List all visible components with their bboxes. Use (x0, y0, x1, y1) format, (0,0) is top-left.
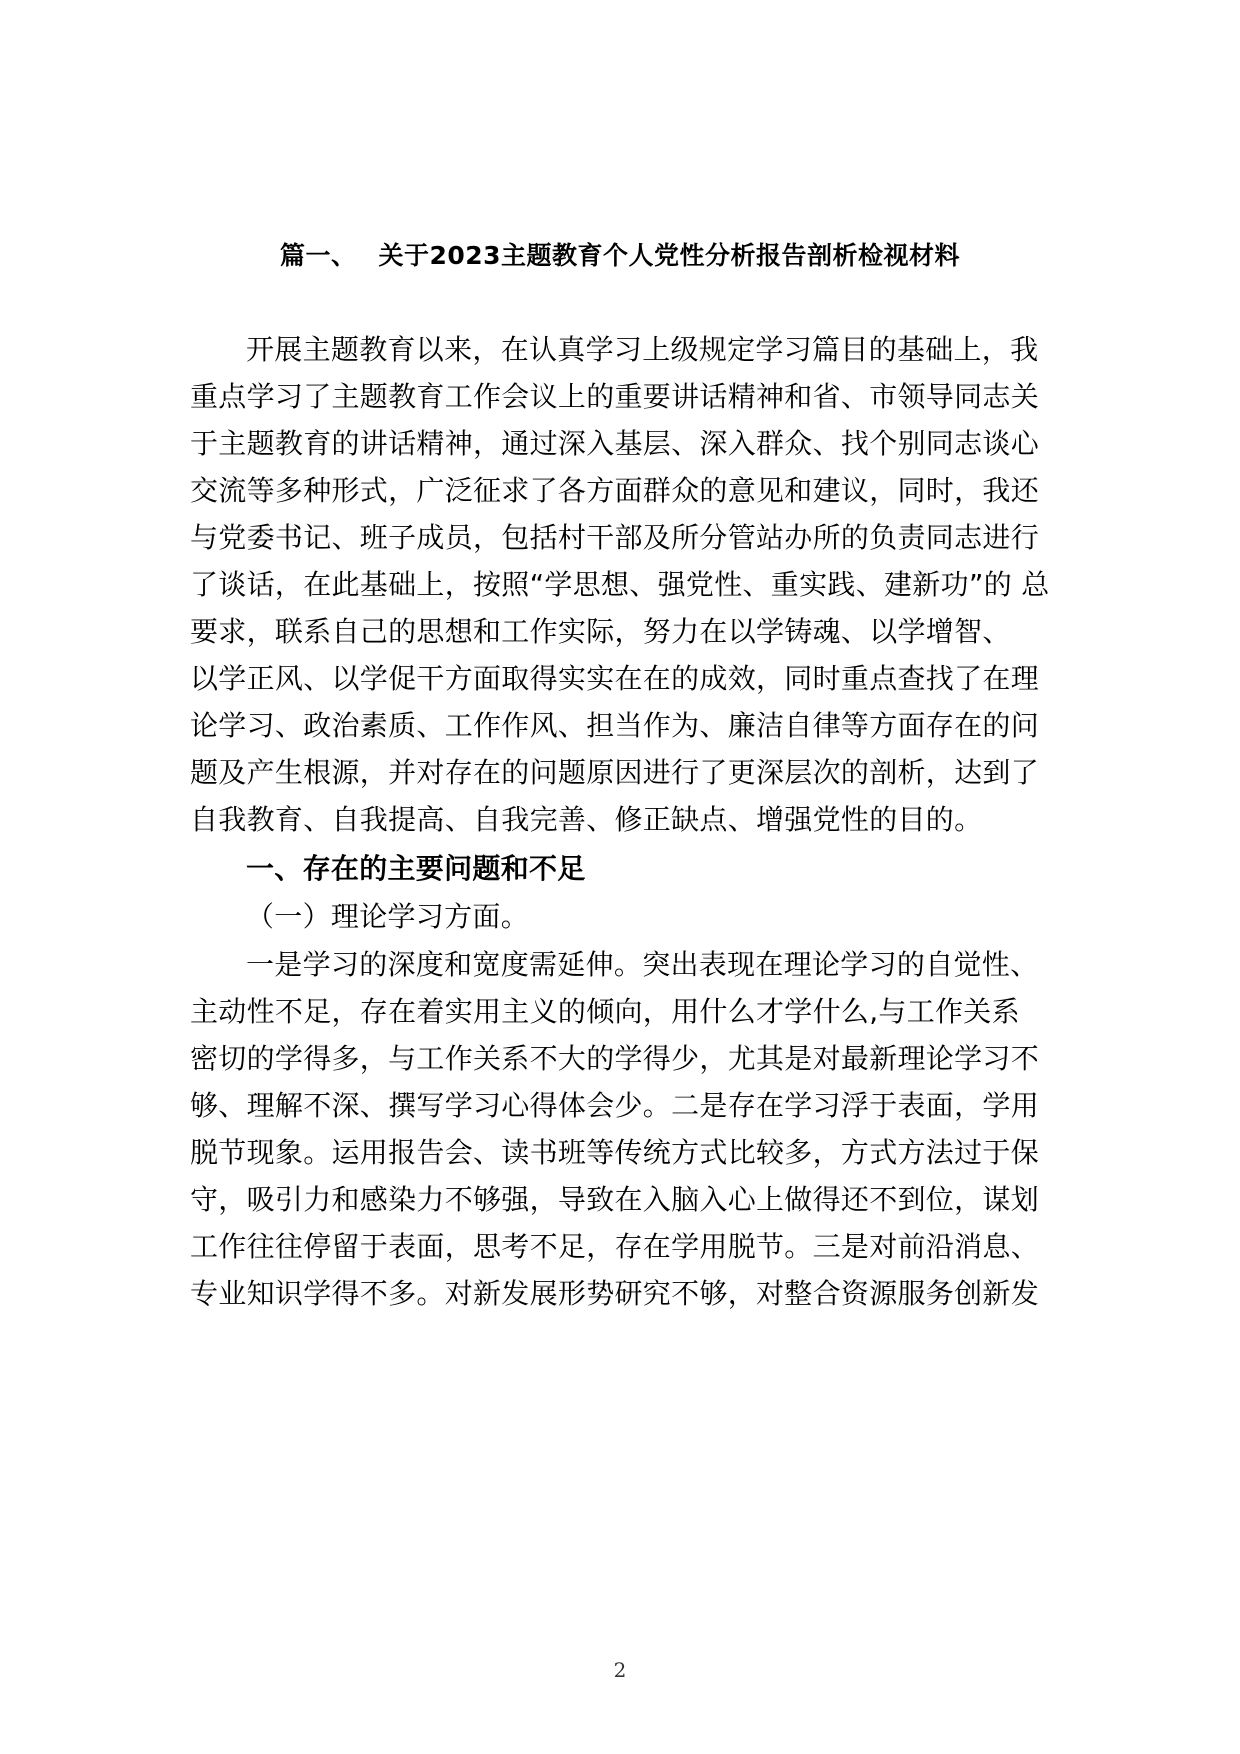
paragraph-line: 一是学习的深度和宽度需延伸。突出表现在理论学习的自觉性、 (246, 948, 1039, 981)
paragraph-line: 密切的学得多，与工作关系不大的学得少，尤其是对最新理论学习不 (190, 1042, 1040, 1075)
page-number: 2 (613, 1658, 627, 1682)
paragraph-line: 脱节现象。运用报告会、读书班等传统方式比较多，方式方法过于保 (190, 1136, 1040, 1169)
paragraph-line: 工作往往停留于表面，思考不足，存在学用脱节。三是对前沿消息、 (190, 1230, 1040, 1263)
paragraph-line: 交流等多种形式，广泛征求了各方面群众的意见和建议，同时，我还 (190, 474, 1040, 507)
paragraph-line: 要求，联系自己的思想和工作实际，努力在以学铸魂、以学增智、 (190, 615, 1011, 648)
paragraph-line: 专业知识学得不多。对新发展形势研究不够，对整合资源服务创新发 (190, 1277, 1040, 1310)
paragraph-line: 以学正风、以学促干方面取得实实在在的成效，同时重点查找了在理 (190, 662, 1040, 695)
paragraph-line: 于主题教育的讲话精神，通过深入基层、深入群众、找个别同志谈心 (190, 427, 1040, 460)
title-main: 关于2023主题教育个人党性分析报告剖析检视材料 (378, 241, 961, 270)
paragraph-line: 自我教育、自我提高、自我完善、修正缺点、增强党性的目的。 (190, 803, 983, 836)
paragraph-line: 主动性不足，存在着实用主义的倾向，用什么才学什么,与工作关系 (190, 995, 1020, 1028)
paragraph-line: 了谈话，在此基础上，按照“学思想、强党性、重实践、建新功”的 总 (190, 568, 1050, 601)
title-prefix: 篇一、 (279, 241, 357, 270)
paragraph-line: 够、理解不深、撰写学习心得体会少。二是存在学习浮于表面，学用 (190, 1089, 1040, 1122)
paragraph-line: 与党委书记、班子成员，包括村干部及所分管站办所的负责同志进行 (190, 521, 1040, 554)
paragraph-line: 题及产生根源，并对存在的问题原因进行了更深层次的剖析，达到了 (190, 756, 1040, 789)
paragraph-line: 论学习、政治素质、工作作风、担当作为、廉洁自律等方面存在的问 (190, 709, 1040, 742)
paragraph-line: 开展主题教育以来，在认真学习上级规定学习篇目的基础上，我 (246, 333, 1039, 366)
document-title (190, 236, 1050, 272)
subsection-heading: （一）理论学习方面。 (246, 900, 530, 933)
section-heading: 一、存在的主要问题和不足 (246, 852, 586, 885)
paragraph-line: 守，吸引力和感染力不够强，导致在入脑入心上做得还不到位，谋划 (190, 1183, 1040, 1216)
paragraph-line: 重点学习了主题教育工作会议上的重要讲话精神和省、市领导同志关 (190, 380, 1040, 413)
